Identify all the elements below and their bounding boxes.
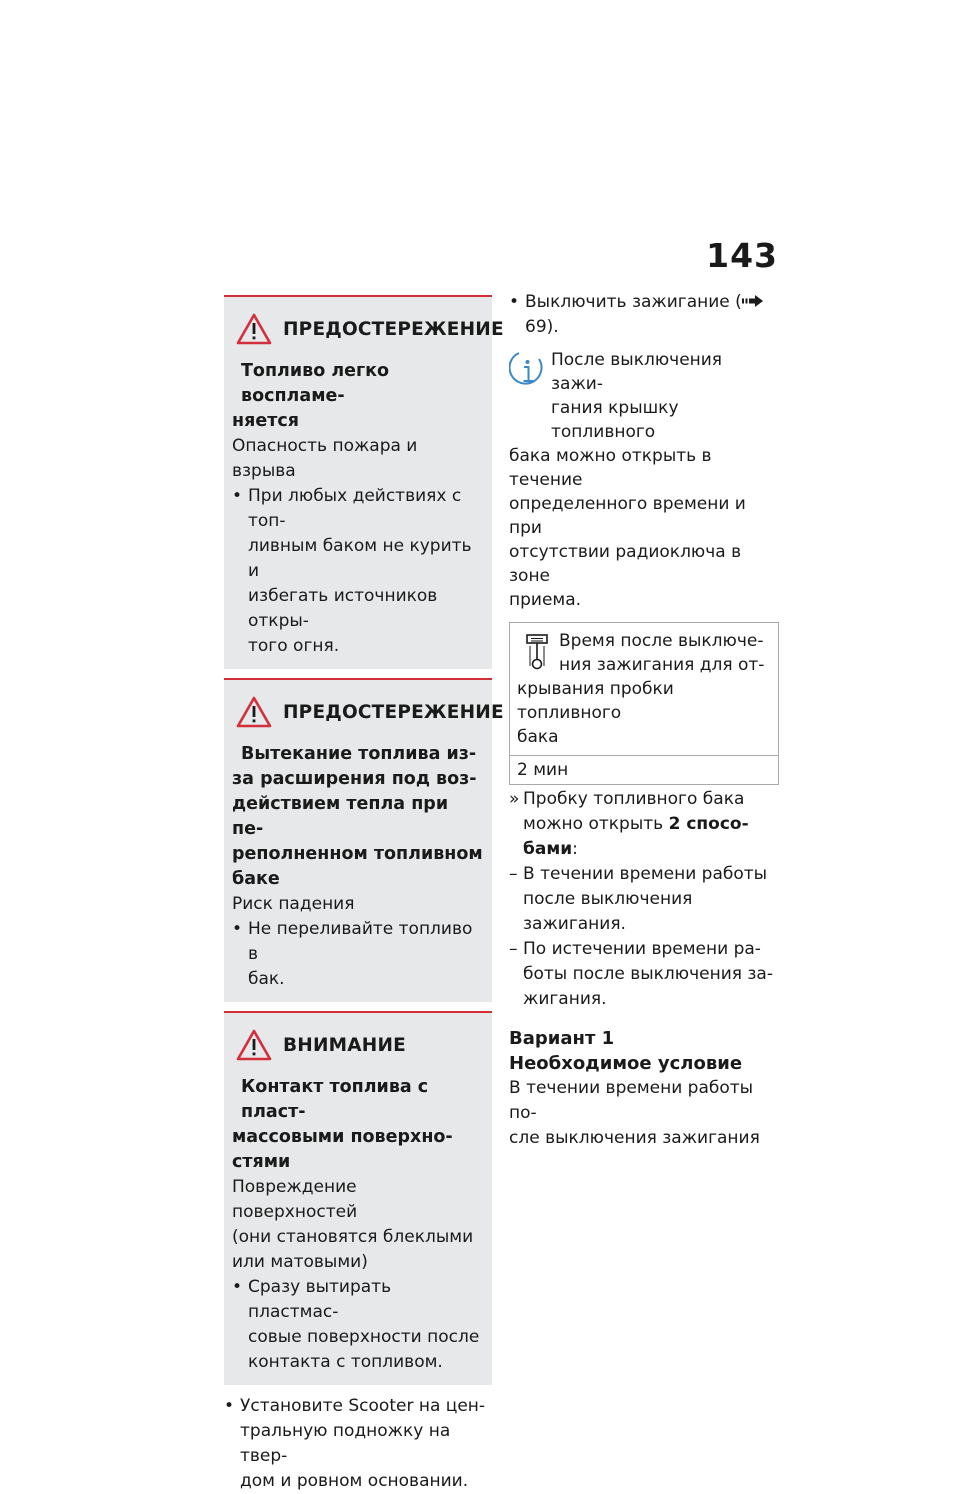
warning-header [232, 313, 504, 345]
warning-text: (они становятся блеклыми [232, 1227, 474, 1247]
page-reference[interactable]: 69). [525, 317, 559, 337]
page-number: 143 [706, 236, 778, 275]
dash-line: В течении времени работы [523, 864, 768, 884]
step-ignition-off [509, 290, 779, 340]
result-text-bold: 2 спосо- [668, 814, 749, 834]
info-note [509, 348, 779, 612]
warning-subtitle: стями [232, 1152, 291, 1172]
dash-item [509, 862, 779, 937]
result-text-part: можно открыть [523, 814, 669, 834]
warning-text: Риск падения [232, 894, 355, 914]
info-line: приема. [509, 590, 582, 610]
result-text-part: : [572, 839, 578, 859]
warning-title: ПРЕДОСТЕРЕЖЕНИЕ [283, 318, 504, 340]
spec-label [510, 623, 778, 756]
warning-text: или матовыми) [232, 1252, 368, 1272]
warning-bullet-line: • Сразу вытирать пластмас- [248, 1277, 392, 1322]
warning-bullet-line: избегать источников откры- [248, 586, 438, 631]
step-text: Выключить зажигание ( [525, 292, 742, 312]
warning-bullet-line: • Не переливайте топливо в [248, 919, 473, 964]
left-column [224, 295, 504, 1494]
warning-triangle-icon [236, 313, 272, 345]
warning-bullet-line: • При любых действиях с топ- [248, 486, 462, 531]
info-icon [509, 350, 545, 390]
warning-subtitle: Вытекание топлива из- [241, 744, 477, 764]
spec-line: крывания пробки топливного [517, 679, 674, 723]
warning-title: ПРЕДОСТЕРЕЖЕНИЕ [283, 701, 504, 723]
warning-title: ВНИМАНИЕ [283, 1034, 406, 1056]
dash-item [509, 937, 779, 1012]
warning-bullet [232, 917, 484, 992]
info-line: определенного времени и при [509, 494, 746, 538]
warning-box-fire [224, 295, 504, 669]
step-line: тральную подножку на твер- [240, 1421, 451, 1466]
right-column [509, 290, 779, 1151]
result-text-bold: бами [523, 839, 573, 859]
dash-mark: – [509, 939, 518, 959]
warning-box-plastic [224, 1011, 492, 1385]
result-text: Пробку топливного бака [523, 789, 745, 809]
warning-triangle-icon [236, 1029, 272, 1061]
warning-bullet [232, 1275, 484, 1375]
arrow-reference-icon [742, 294, 764, 308]
warning-bullet-line: совые поверхности после [248, 1327, 480, 1347]
result-line [509, 787, 779, 862]
info-line: отсутствии радиоключа в зоне [509, 542, 742, 586]
dash-line: после выключения зажигания. [523, 889, 693, 934]
warning-subtitle: за расширения под воз- [232, 769, 477, 789]
warning-bullet [232, 484, 484, 659]
warning-text: Опасность пожара и взрыва [232, 436, 418, 481]
result-mark: » [509, 789, 520, 809]
dash-line: боты после выключения за- [523, 964, 773, 984]
spec-line: ния зажигания для от- [559, 655, 765, 675]
warning-text: Повреждение поверхностей [232, 1177, 358, 1222]
warning-subtitle: действием тепла при пе- [232, 794, 449, 839]
spec-value: 2 мин [517, 760, 569, 780]
spec-table [509, 622, 779, 785]
warning-subtitle: Контакт топлива с пласт- [241, 1077, 429, 1122]
condition-title: Необходимое условие [509, 1053, 743, 1074]
condition-line: В течении времени работы по- [509, 1078, 754, 1123]
step-bullet: • [509, 292, 520, 312]
warning-triangle-icon [236, 696, 272, 728]
info-line: гания крышку топливного [551, 398, 679, 442]
dash-line: По истечении времени ра- [523, 939, 761, 959]
warning-header [232, 696, 504, 728]
result-text [523, 812, 779, 837]
warning-subtitle: няется [232, 411, 299, 431]
step-line: Установите Scooter на цен- [240, 1396, 486, 1416]
step-line: дом и ровном основании. [240, 1471, 469, 1491]
warning-bullet-line: бак. [248, 969, 285, 989]
variant-title: Вариант 1 [509, 1028, 615, 1049]
condition-line: сле выключения зажигания [509, 1128, 760, 1148]
step-bullet: • [224, 1396, 235, 1416]
result-text [523, 837, 779, 862]
warning-bullet-line: контакта с топливом. [248, 1352, 443, 1372]
dash-mark: – [509, 864, 518, 884]
warning-subtitle: Топливо легко воспламе- [241, 361, 390, 406]
warning-subtitle: реполненном топливном [232, 844, 483, 864]
info-line: После выключения зажи- [551, 350, 723, 394]
warning-bullet-line: того огня. [248, 636, 340, 656]
dash-line: жигания. [523, 989, 607, 1009]
warning-subtitle: массовыми поверхно- [232, 1127, 453, 1147]
warning-bullet-line: ливным баком не курить и [248, 536, 472, 581]
warning-box-overflow [224, 678, 504, 1002]
spec-line: Время после выключе- [559, 631, 764, 651]
info-line: бака можно открыть в течение [509, 446, 712, 490]
step-place-scooter [224, 1394, 492, 1494]
spec-line: бака [517, 727, 559, 747]
warning-subtitle: баке [232, 869, 280, 889]
fuel-cap-timer-icon [524, 633, 550, 671]
warning-header [232, 1029, 484, 1061]
